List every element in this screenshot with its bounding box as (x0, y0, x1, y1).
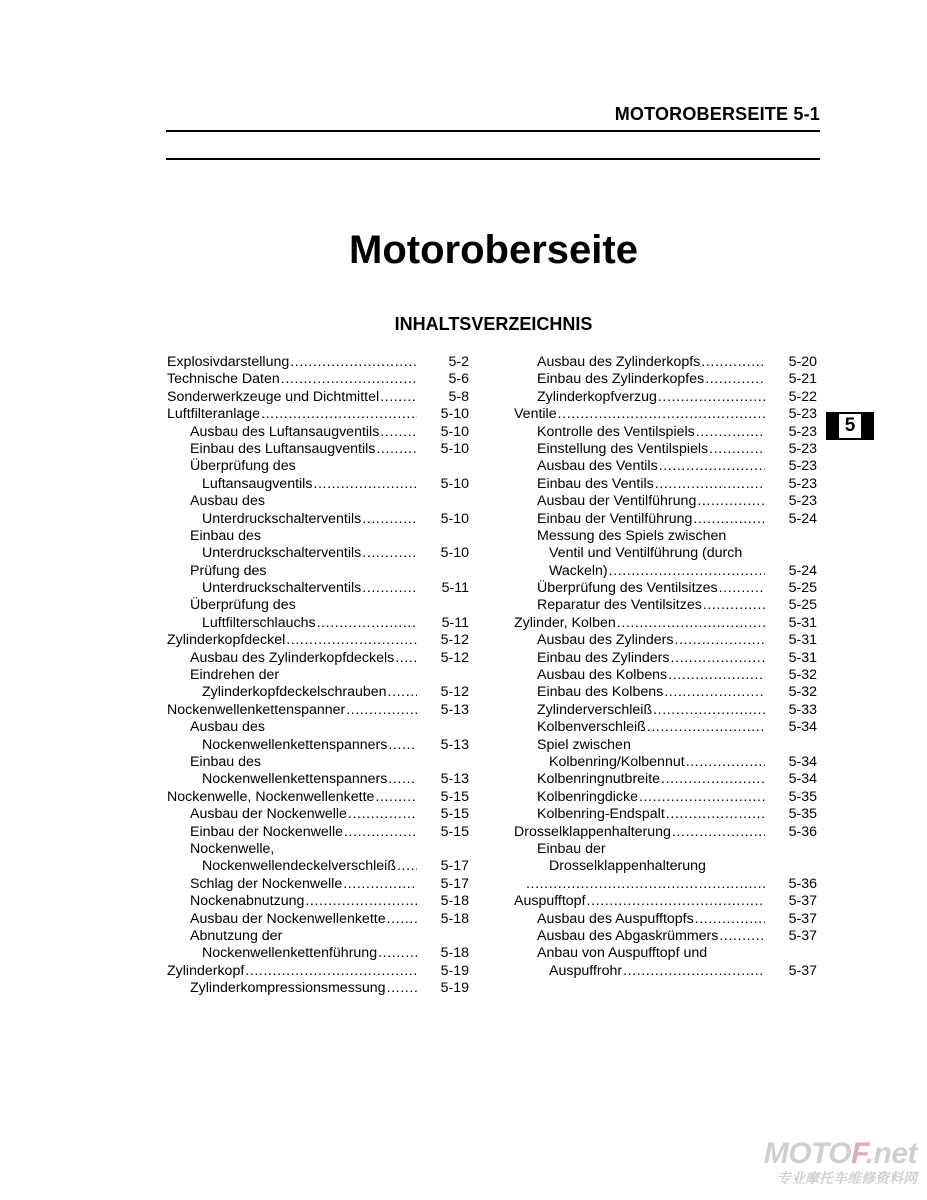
toc-entry[interactable] (514, 702, 817, 719)
toc-entry-label: Prüfung des (190, 562, 267, 579)
toc-entry[interactable] (167, 493, 469, 510)
toc-leader-dots (709, 441, 765, 458)
toc-entry[interactable] (514, 424, 817, 441)
toc-entry[interactable] (514, 545, 817, 562)
toc-entry-label: Zylinder, Kolben (514, 614, 616, 631)
watermark-brand (764, 1139, 917, 1169)
toc-entry-page: 5-33 (788, 701, 817, 718)
header-title: MOTOROBERSEITE 5-1 (614, 104, 820, 124)
header-rule-lower (166, 158, 820, 160)
toc-entry-label: Auspufftopf (514, 893, 586, 910)
toc-leader-dots (388, 737, 417, 754)
toc-entry-label: Zylinderverschleiß (537, 701, 653, 718)
toc-leader-dots (305, 893, 417, 910)
toc-entry[interactable] (514, 563, 817, 580)
toc-leader-dots (668, 667, 765, 684)
toc-entry[interactable] (167, 754, 469, 771)
toc-leader-dots (343, 876, 417, 893)
toc-entry[interactable] (514, 580, 817, 597)
toc-leader-dots (587, 893, 765, 910)
toc-entry[interactable] (167, 458, 469, 475)
toc-leader-dots (719, 928, 765, 945)
toc-entry-page: 5-15 (440, 806, 469, 823)
toc-entry-page: 5-31 (788, 614, 817, 631)
toc-entry-page: 5-34 (788, 771, 817, 788)
toc-leader-dots (281, 371, 417, 388)
toc-entry-page: 5-23 (788, 493, 817, 510)
toc-entry-page: 5-10 (440, 406, 469, 423)
toc-entry-label: Ausbau der Nockenwellenkette (190, 910, 386, 927)
toc-entry-label: Nockenwelle, Nockenwellenkette (167, 788, 375, 805)
toc-leader-dots (380, 389, 417, 406)
toc-entry-label: Zylinderkopfdeckel (167, 632, 286, 649)
toc-entry-label: Nockenwellenkettenspanner (167, 701, 346, 718)
toc-leader-dots (705, 371, 765, 388)
toc-entry-page: 5-20 (788, 354, 817, 370)
toc-entry[interactable] (514, 684, 817, 701)
toc-entry[interactable] (167, 511, 469, 528)
toc-entry[interactable] (167, 928, 469, 945)
toc-entry-label: Überprüfung des (190, 458, 296, 475)
toc-entry-label: Kontrolle des Ventilspiels (537, 423, 695, 440)
toc-entry-page: 5-6 (448, 371, 469, 388)
toc-leader-dots (719, 580, 765, 597)
toc-leader-dots (387, 980, 417, 997)
toc-entry-page: 5-11 (441, 614, 469, 631)
toc-entry-label: Ausbau der Ventilführung (537, 493, 697, 510)
toc-entry-page: 5-36 (788, 875, 817, 892)
toc-entry[interactable] (167, 545, 469, 562)
toc-entry[interactable] (167, 858, 469, 875)
toc-column-left (167, 354, 469, 997)
toc-leader-dots (387, 911, 417, 928)
toc-entry-label: Einbau der (537, 840, 606, 857)
watermark-brand-main: MOTO (763, 1137, 852, 1170)
toc-entry-label: Eindrehen der (190, 667, 280, 684)
toc-entry[interactable] (167, 563, 469, 580)
toc-entry[interactable] (514, 841, 817, 858)
toc-entry-label: Technische Daten (167, 371, 280, 388)
toc-leader-dots (686, 754, 765, 771)
toc-entry-page: 5-10 (440, 475, 469, 492)
toc-entry-label: Luftansaugventils (202, 475, 313, 492)
toc-leader-dots (317, 615, 417, 632)
toc-leader-dots (609, 563, 765, 580)
toc-leader-dots (672, 824, 765, 841)
toc-entry-label: Sonderwerkzeuge und Dichtmittel (167, 388, 380, 405)
toc-leader-dots (647, 719, 765, 736)
toc-leader-dots (346, 702, 417, 719)
toc-entry-label: Wackeln) (549, 562, 608, 579)
toc-entry[interactable] (514, 893, 817, 910)
toc-leader-dots (362, 580, 417, 597)
toc-leader-dots (659, 458, 765, 475)
toc-entry[interactable] (514, 354, 817, 371)
toc-entry-page: 5-10 (440, 440, 469, 457)
toc-entry-page: 5-18 (440, 910, 469, 927)
toc-leader-dots (696, 424, 765, 441)
toc-entry[interactable] (514, 650, 817, 667)
toc-entry-label: Einbau des (190, 527, 261, 544)
toc-entry-label: Zylinderkopf (167, 962, 245, 979)
toc-entry-page: 5-32 (788, 684, 817, 701)
toc-leader-dots (526, 876, 765, 893)
watermark (764, 1139, 917, 1186)
toc-leader-dots (362, 545, 417, 562)
toc-entry-label: Nockenwellendeckelverschleiß (202, 858, 396, 875)
toc-entry-label: Ausbau des Kolbens (537, 667, 668, 684)
toc-leader-dots (378, 945, 417, 962)
toc-leader-dots (658, 389, 765, 406)
toc-entry-page: 5-32 (788, 667, 817, 684)
toc-entry[interactable] (167, 597, 469, 614)
toc-entry-page: 5-37 (788, 927, 817, 944)
toc-entry-label: Auspuffrohr (549, 962, 623, 979)
toc-entry[interactable] (514, 945, 817, 962)
toc-leader-dots (653, 702, 765, 719)
toc-entry-label: Einbau des Luftansaugventils (190, 440, 376, 457)
toc-leader-dots (697, 493, 765, 510)
toc-entry-label: Zylinderkopfverzug (537, 388, 657, 405)
toc-entry[interactable] (167, 824, 469, 841)
toc-entry-page: 5-18 (440, 945, 469, 962)
toc-entry-label: Zylinderkompressionsmessung (190, 980, 386, 997)
toc-entry-page: 5-34 (788, 719, 817, 736)
toc-entry-label: Drosselklappenhalterung (549, 858, 706, 875)
toc-entry-page: 5-18 (440, 893, 469, 910)
toc-entry-label: Abnutzung der (190, 927, 283, 944)
toc-entry-page: 5-15 (440, 823, 469, 840)
toc-leader-dots (674, 632, 765, 649)
toc-leader-dots (558, 406, 765, 423)
toc-entry[interactable] (514, 597, 817, 614)
toc-entry-label: Ausbau des Auspufftopfs (537, 910, 694, 927)
chapter-title: Motoroberseite (349, 228, 638, 272)
toc-entry-label: Zylinderkopfdeckelschrauben (202, 684, 387, 701)
toc-entry-label: Ausbau des Zylinderkopfs (537, 354, 701, 370)
toc-leader-dots (661, 771, 765, 788)
toc-leader-dots (290, 354, 417, 371)
toc-leader-dots (701, 354, 765, 371)
toc-entry[interactable] (167, 876, 469, 893)
toc-entry[interactable] (514, 806, 817, 823)
toc-entry[interactable] (514, 963, 817, 980)
toc-entry[interactable] (167, 945, 469, 962)
toc-entry[interactable] (514, 876, 817, 893)
toc-entry-page: 5-23 (788, 423, 817, 440)
toc-entry-page: 5-25 (788, 597, 817, 614)
toc-entry-label: Ausbau des Ventils (537, 458, 658, 475)
toc-entry[interactable] (167, 841, 469, 858)
toc-leader-dots (655, 476, 765, 493)
toc-leader-dots (397, 858, 417, 875)
toc-entry[interactable] (167, 615, 469, 632)
toc-entry[interactable] (167, 789, 469, 806)
toc-entry-label: Luftfilterschlauchs (202, 614, 316, 631)
toc-entry[interactable] (514, 493, 817, 510)
toc-entry-label: Luftfilteranlage (167, 406, 261, 423)
toc-entry-page: 5-34 (788, 753, 817, 770)
toc-entry-page: 5-13 (440, 771, 469, 788)
toc-entry[interactable] (514, 528, 817, 545)
toc-entry-label: Überprüfung des (190, 597, 296, 614)
toc-entry[interactable] (514, 719, 817, 736)
toc-entry[interactable] (167, 719, 469, 736)
toc-entry[interactable] (167, 980, 469, 997)
toc-leader-dots (639, 789, 765, 806)
toc-entry[interactable] (514, 458, 817, 475)
toc-leader-dots (703, 597, 765, 614)
toc-entry[interactable] (167, 806, 469, 823)
toc-entry-page: 5-10 (440, 510, 469, 527)
toc-entry-page: 5-31 (788, 649, 817, 666)
toc-entry-label: Ausbau des Zylinderkopfdeckels (190, 649, 395, 666)
toc-entry[interactable] (167, 389, 469, 406)
toc-entry[interactable] (167, 650, 469, 667)
toc-entry[interactable] (167, 441, 469, 458)
toc-entry-page: 5-19 (440, 962, 469, 979)
toc-entry-page: 5-10 (440, 545, 469, 562)
toc-entry-page: 5-35 (788, 806, 817, 823)
toc-entry[interactable] (167, 580, 469, 597)
toc-entry-label: Anbau von Auspufftopf und (537, 945, 708, 962)
watermark-tagline: 专业摩托车维修资料网 (777, 1170, 917, 1186)
toc-entry-label: Kolbenringdicke (537, 788, 638, 805)
toc-entry-page: 5-12 (440, 684, 469, 701)
toc-entry-page: 5-22 (788, 388, 817, 405)
chapter-tab-number: 5 (839, 414, 861, 438)
toc-entry-page: 5-13 (440, 701, 469, 718)
toc-entry-page: 5-23 (788, 458, 817, 475)
toc-column-right (514, 354, 817, 980)
toc-entry-page: 5-17 (440, 875, 469, 892)
toc-entry[interactable] (167, 476, 469, 493)
toc-entry[interactable] (167, 893, 469, 910)
toc-entry-label: Ausbau des Luftansaugventils (190, 423, 380, 440)
toc-leader-dots (286, 632, 417, 649)
toc-entry-page: 5-11 (441, 580, 469, 597)
toc-entry[interactable] (514, 632, 817, 649)
toc-entry-label: Kolbenring-Endspalt (537, 806, 665, 823)
toc-entry-label: Ventil und Ventilführung (durch (549, 545, 743, 562)
toc-entry-page: 5-21 (788, 371, 817, 388)
toc-entry[interactable] (514, 754, 817, 771)
toc-leader-dots (388, 771, 417, 788)
toc-entry-label: Nockenabnutzung (190, 893, 305, 910)
toc-leader-dots (376, 441, 417, 458)
toc-entry-page: 5-10 (440, 423, 469, 440)
toc-entry-label: Ventile (514, 406, 557, 423)
toc-leader-dots (261, 406, 417, 423)
toc-entry-page: 5-23 (788, 440, 817, 457)
toc-leader-dots (245, 963, 417, 980)
toc-entry-page: 5-19 (440, 980, 469, 997)
toc-entry-label: Messung des Spiels zwischen (537, 527, 727, 544)
toc-entry-label: Nockenwellenkettenspanners (202, 736, 388, 753)
toc-entry-label: Kolbenverschleiß (537, 719, 646, 736)
toc-leader-dots (348, 806, 417, 823)
toc-entry-label: Ausbau des (190, 493, 265, 510)
toc-entry-page: 5-12 (440, 649, 469, 666)
toc-entry-label: Einbau des Zylinders (537, 649, 670, 666)
toc-entry-page: 5-37 (788, 910, 817, 927)
toc-entry-page: 5-2 (448, 354, 469, 370)
toc-leader-dots (344, 824, 417, 841)
toc-leader-dots (375, 789, 417, 806)
toc-leader-dots (664, 684, 765, 701)
toc-entry-page: 5-23 (788, 406, 817, 423)
toc-entry[interactable] (514, 615, 817, 632)
toc-entry[interactable] (167, 528, 469, 545)
toc-entry[interactable] (514, 911, 817, 928)
toc-entry-page: 5-15 (440, 788, 469, 805)
toc-leader-dots (617, 615, 765, 632)
toc-leader-dots (671, 650, 766, 667)
chapter-tab (826, 412, 874, 440)
toc-entry-label: Einbau des Kolbens (537, 684, 664, 701)
toc-entry-label: Einbau des Ventils (537, 475, 654, 492)
toc-entry-label: Einstellung des Ventilspiels (537, 440, 709, 457)
toc-entry-label: Kolbenringnutbreite (537, 771, 661, 788)
toc-entry-page: 5-35 (788, 788, 817, 805)
toc-entry-label: Kolbenring/Kolbennut (549, 753, 685, 770)
toc-leader-dots (693, 511, 765, 528)
toc-entry[interactable] (167, 963, 469, 980)
toc-entry[interactable] (167, 632, 469, 649)
toc-entry[interactable] (514, 371, 817, 388)
toc-entry-label: Unterdruckschalterventils (202, 580, 362, 597)
toc-leader-dots (388, 684, 417, 701)
toc-leader-dots (313, 476, 417, 493)
toc-entry-label: Ausbau des (190, 719, 265, 736)
toc-entry-label: Nockenwelle, (190, 840, 275, 857)
toc-entry-page: 5-36 (788, 823, 817, 840)
toc-entry-label: Nockenwellenkettenführung (202, 945, 378, 962)
toc-entry-label: Einbau der Ventilführung (537, 510, 693, 527)
toc-entry[interactable] (167, 424, 469, 441)
toc-entry-page: 5-17 (440, 858, 469, 875)
watermark-brand-highlight: F (851, 1137, 866, 1170)
toc-entry[interactable] (514, 389, 817, 406)
toc-entry[interactable] (167, 667, 469, 684)
toc-entry-label: Unterdruckschalterventils (202, 545, 362, 562)
toc-entry-page: 5-12 (440, 632, 469, 649)
toc-entry[interactable] (514, 441, 817, 458)
toc-leader-dots (623, 963, 765, 980)
toc-entry-page: 5-13 (440, 736, 469, 753)
toc-entry-label: Unterdruckschalterventils (202, 510, 362, 527)
toc-leader-dots (695, 911, 765, 928)
toc-entry-page: 5-24 (788, 510, 817, 527)
toc-leader-dots (666, 806, 765, 823)
toc-leader-dots (380, 424, 417, 441)
toc-entry[interactable] (514, 406, 817, 423)
toc-entry-label: Überprüfung des Ventilsitzes (537, 580, 718, 597)
header-rule (166, 130, 820, 132)
toc-entry[interactable] (167, 702, 469, 719)
toc-heading: INHALTSVERZEICHNIS (394, 314, 593, 334)
toc-entry-label: Schlag der Nockenwelle (190, 875, 343, 892)
toc-entry[interactable] (514, 737, 817, 754)
toc-entry[interactable] (514, 858, 817, 875)
toc-leader-dots (395, 650, 417, 667)
toc-entry-label: Ausbau des Zylinders (537, 632, 674, 649)
toc-entry[interactable] (514, 511, 817, 528)
toc-leader-dots (362, 511, 417, 528)
toc-entry[interactable] (167, 684, 469, 701)
watermark-brand-suffix: .net (865, 1137, 917, 1170)
toc-entry-page: 5-31 (788, 632, 817, 649)
toc-entry-label: Explosivdarstellung (167, 354, 290, 370)
toc-entry-label: Reparatur des Ventilsitzes (537, 597, 702, 614)
toc-entry-page: 5-37 (788, 893, 817, 910)
toc-entry[interactable] (167, 354, 469, 371)
toc-entry-page: 5-8 (448, 388, 469, 405)
toc-entry[interactable] (514, 824, 817, 841)
toc-entry[interactable] (514, 928, 817, 945)
toc-entry[interactable] (167, 737, 469, 754)
toc-entry-page: 5-23 (788, 475, 817, 492)
toc-entry[interactable] (514, 771, 817, 788)
toc-entry-label: Ausbau der Nockenwelle (190, 806, 347, 823)
toc-entry-page: 5-37 (788, 962, 817, 979)
toc-entry-page: 5-24 (788, 562, 817, 579)
toc-entry[interactable] (167, 771, 469, 788)
toc-entry-label: Nockenwellenkettenspanners (202, 771, 388, 788)
toc-entry-label: Spiel zwischen (537, 736, 631, 753)
toc-entry-label: Ausbau des Abgaskrümmers (537, 927, 719, 944)
toc-entry[interactable] (514, 476, 817, 493)
toc-entry[interactable] (514, 789, 817, 806)
toc-entry-label: Drosselklappenhalterung (514, 823, 671, 840)
toc-entry-label: Einbau des Zylinderkopfes (537, 371, 705, 388)
toc-entry[interactable] (514, 667, 817, 684)
toc-entry-label: Einbau des (190, 753, 261, 770)
toc-entry[interactable] (167, 406, 469, 423)
toc-entry[interactable] (167, 911, 469, 928)
toc-entry-label: Einbau der Nockenwelle (190, 823, 344, 840)
toc-entry[interactable] (167, 371, 469, 388)
toc-entry-page: 5-25 (788, 580, 817, 597)
